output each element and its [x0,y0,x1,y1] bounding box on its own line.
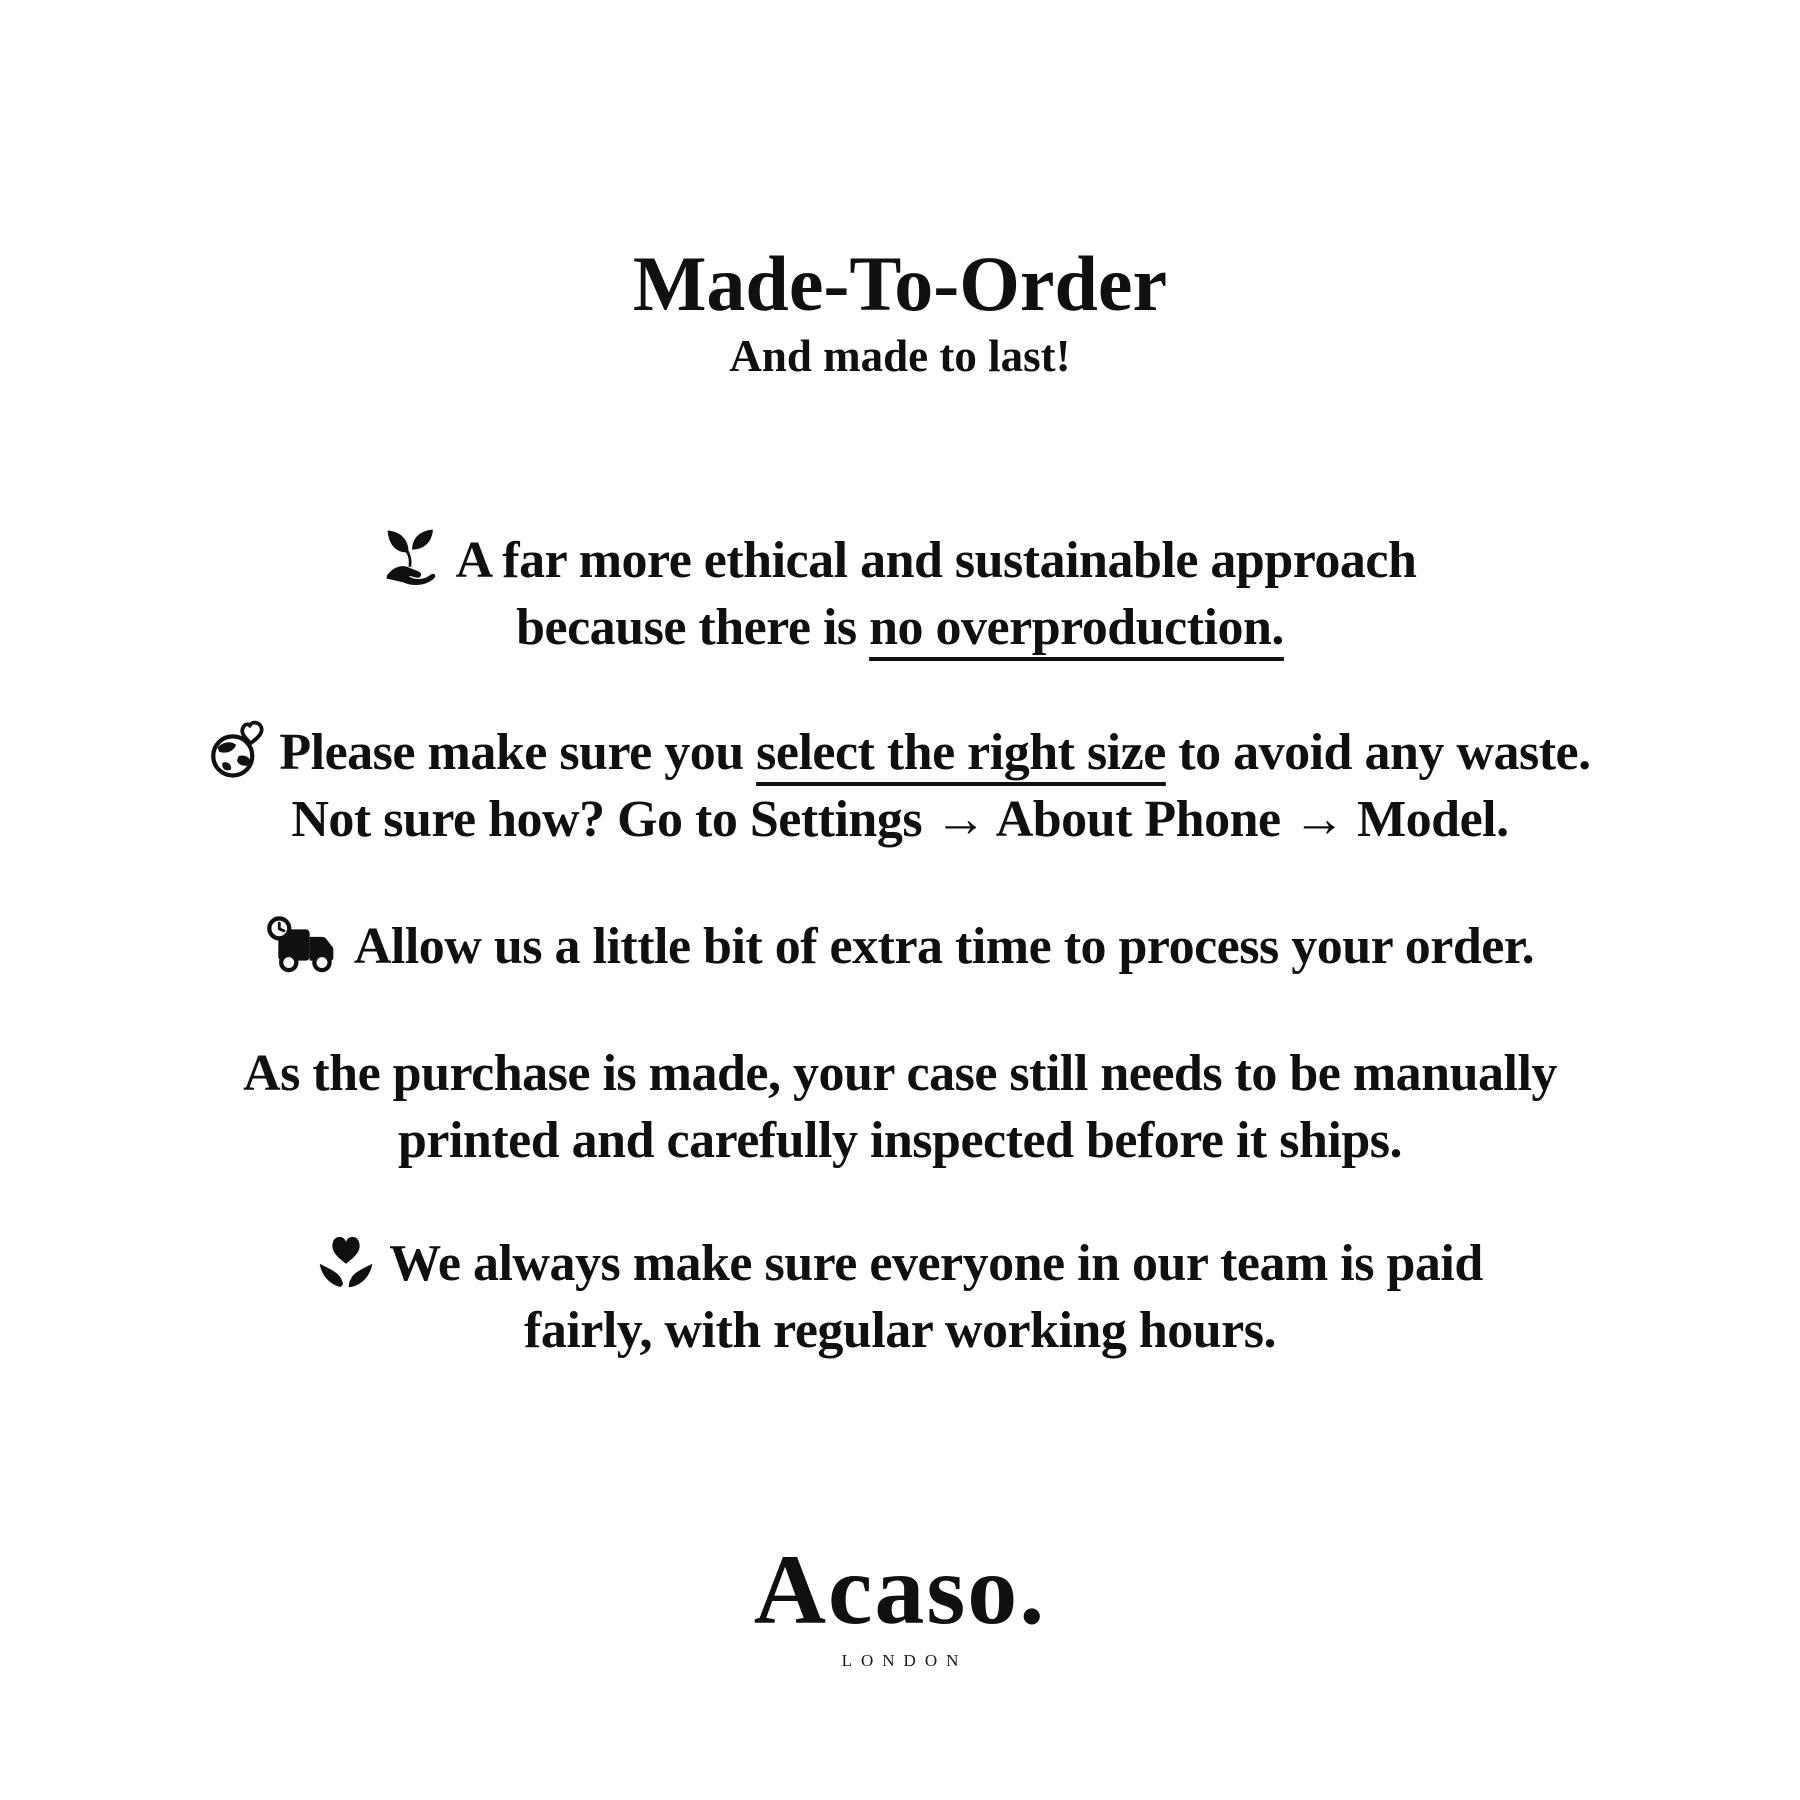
text-segment-underlined: select the right size [756,724,1166,781]
section-line [0,913,1800,980]
text-segment: Allow us a little bit of extra time to process your order. [353,918,1535,975]
text-segment: because there is [516,599,870,656]
globe-with-heart-icon [209,720,265,780]
text-segment: Not sure how? Go to Settings → About Phone → Model. [291,791,1509,848]
section-line [0,1107,1800,1174]
seedling-in-hand-icon [384,522,442,588]
brand-logo: Acaso. [753,1534,1047,1645]
section-line [0,1230,1800,1297]
text-segment: As the purchase is made, your case still needs to be manually [243,1045,1557,1102]
text-segment: printed and carefully inspected before it ships. [397,1112,1402,1169]
text-segment: Please make sure you [279,724,757,781]
section-sustainability [0,522,1800,661]
page-subtitle: And made to last! [729,331,1071,381]
section-line [0,719,1800,786]
section-line [0,594,1800,661]
section-line [0,522,1800,594]
text-segment-underlined: no overproduction. [869,599,1284,656]
section-line [0,786,1800,853]
section-line [0,1297,1800,1364]
text-segment: A far more ethical and sustainable approach [455,532,1417,589]
brand-location: LONDON [841,1651,968,1670]
text-segment: to avoid any waste. [1165,724,1591,781]
delivery-truck-with-clock-icon [266,916,340,974]
section-line [0,1040,1800,1107]
text-segment: fairly, with regular working hours. [524,1302,1276,1359]
text-segment: We always make sure everyone in our team is paid [389,1235,1483,1292]
section-fair-pay [0,1230,1800,1364]
page-title: Made-To-Order [632,240,1168,327]
section-processing-time [0,913,1800,980]
section-right-size [0,719,1800,853]
hands-holding-heart-icon [317,1231,375,1291]
section-manual-printing [0,1040,1800,1174]
